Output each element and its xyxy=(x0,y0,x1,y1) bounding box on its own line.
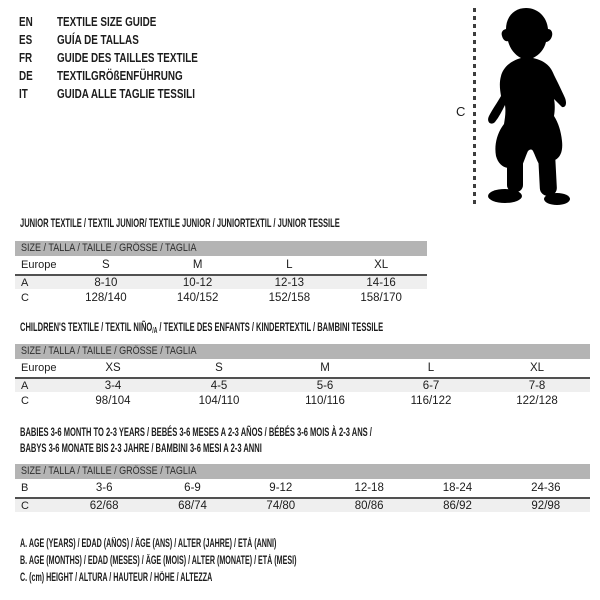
table-cell: 3-6 xyxy=(95,482,113,494)
children-heading-sub: /A xyxy=(152,326,158,335)
table-row xyxy=(15,274,427,289)
table-cell: 92/98 xyxy=(531,499,561,512)
table-cell: 128/140 xyxy=(85,292,127,304)
language-row xyxy=(19,48,198,66)
height-label: C xyxy=(456,104,466,119)
table-cell: 10-12 xyxy=(182,276,213,289)
babies-size-table xyxy=(15,464,590,512)
table-cell: 152/158 xyxy=(268,292,311,304)
table-cell: 7-8 xyxy=(528,379,546,392)
row-label: C xyxy=(21,395,29,407)
row-label: C xyxy=(21,499,29,512)
language-row xyxy=(19,30,198,48)
language-code: DE xyxy=(19,67,33,83)
table-cell: 18-24 xyxy=(442,482,473,494)
children-heading-post: / TEXTILE DES ENFANTS / KINDERTEXTIL / BAMBINI TESSILE xyxy=(157,320,384,334)
table-cell: 122/128 xyxy=(516,395,558,407)
table-cell: 4-5 xyxy=(210,379,228,392)
babies-heading-line2: BABYS 3-6 MONATE BIS 2-3 JAHRE / BAMBINI 3-6 MESI A 2-3 ANNI xyxy=(20,441,262,455)
table-row xyxy=(15,377,590,392)
table-row xyxy=(15,497,590,512)
table-cell: 12-18 xyxy=(354,482,384,494)
table-row xyxy=(15,289,427,307)
row-label: C xyxy=(21,292,29,304)
baby-silhouette-icon xyxy=(481,6,573,206)
junior-section-heading: JUNIOR TEXTILE / TEXTIL JUNIOR/ TEXTILE JUNIOR / JUNIORTEXTIL / JUNIOR TESSILE xyxy=(20,216,340,230)
table-row xyxy=(15,359,590,377)
language-code: IT xyxy=(19,85,28,101)
table-cell: 74/80 xyxy=(266,499,296,512)
table-cell: L xyxy=(427,362,435,374)
height-dashed-line xyxy=(473,8,476,208)
table-cell: 12-13 xyxy=(274,276,305,289)
table-cell: 14-16 xyxy=(366,276,396,289)
table-header xyxy=(15,464,590,479)
language-list xyxy=(19,12,254,102)
junior-size-table xyxy=(15,241,427,307)
babies-section-heading xyxy=(20,424,372,456)
language-code: FR xyxy=(19,49,33,65)
children-heading-pre: CHILDREN'S TEXTILE / TEXTIL NIÑO xyxy=(20,320,153,334)
table-cell: S xyxy=(215,362,223,374)
table-row xyxy=(15,479,590,497)
table-cell: 116/122 xyxy=(410,395,452,407)
language-row xyxy=(19,12,198,30)
language-title: GUÍA DE TALLAS xyxy=(57,31,139,47)
children-section-heading xyxy=(20,319,383,339)
table-cell: XL xyxy=(374,259,389,271)
table-cell: XL xyxy=(529,362,545,374)
table-cell: 6-7 xyxy=(422,379,440,392)
babies-heading-line1: BABIES 3-6 MONTH TO 2-3 YEARS / BEBÉS 3-6 MESES A 2-3 AÑOS / BÉBÉS 3-6 MOIS À 2-3 ANS / xyxy=(20,425,372,439)
table-cell: 80/86 xyxy=(354,499,384,512)
row-label: A xyxy=(21,276,29,289)
language-title: TEXTILE SIZE GUIDE xyxy=(57,13,157,29)
row-label: A xyxy=(21,379,29,392)
language-code: EN xyxy=(19,13,33,29)
language-row xyxy=(19,84,198,102)
language-title: TEXTILGRÖßENFÜHRUNG xyxy=(57,67,183,83)
legend-line-a: A. AGE (YEARS) / EDAD (AÑOS) / ÂGE (ANS) / ALTER (JAHRE) / ETÀ (ANNI) xyxy=(20,538,277,550)
table-cell: 5-6 xyxy=(316,379,334,392)
table-cell: 140/152 xyxy=(176,292,219,304)
legend-line-b: B. AGE (MONTHS) / EDAD (MESES) / ÂGE (MOIS) / ALTER (MONATE) / ETÀ (MESI) xyxy=(20,555,297,567)
table-cell: M xyxy=(192,259,203,271)
table-cell: 62/68 xyxy=(89,499,119,512)
table-row xyxy=(15,256,427,274)
row-label: Europe xyxy=(21,259,57,271)
table-cell: 98/104 xyxy=(95,395,131,407)
table-header-label: SIZE / TALLA / TAILLE / GRÖSSE / TAGLIA xyxy=(21,465,197,477)
table-cell: XS xyxy=(105,362,121,374)
legend xyxy=(20,536,466,587)
table-cell: S xyxy=(102,259,110,271)
table-cell: L xyxy=(286,259,293,271)
language-code: ES xyxy=(19,31,33,47)
table-cell: 104/110 xyxy=(198,395,240,407)
row-label: B xyxy=(21,482,29,494)
table-cell: 110/116 xyxy=(305,395,345,407)
table-cell: M xyxy=(320,362,330,374)
table-cell: 8-10 xyxy=(94,276,118,289)
language-title: GUIDE DES TAILLES TEXTILE xyxy=(57,49,198,65)
table-cell: 68/74 xyxy=(178,499,207,512)
table-cell: 86/92 xyxy=(443,499,472,512)
table-cell: 6-9 xyxy=(184,482,201,494)
table-header xyxy=(15,344,590,359)
table-cell: 24-36 xyxy=(531,482,561,494)
table-header-label: SIZE / TALLA / TAILLE / GRÖSSE / TAGLIA xyxy=(21,242,197,254)
row-label: Europe xyxy=(21,362,57,374)
table-header-label: SIZE / TALLA / TAILLE / GRÖSSE / TAGLIA xyxy=(21,345,197,357)
table-cell: 158/170 xyxy=(360,292,402,304)
table-cell: 3-4 xyxy=(104,379,122,392)
language-title: GUIDA ALLE TAGLIE TESSILI xyxy=(57,85,195,101)
table-row xyxy=(15,392,590,410)
language-row xyxy=(19,66,198,84)
table-header xyxy=(15,241,427,256)
table-cell: 9-12 xyxy=(269,482,293,494)
legend-line-c: C. (cm) HEIGHT / ALTURA / HAUTEUR / HÖHE / ALTEZZA xyxy=(20,572,213,584)
children-size-table xyxy=(15,344,590,410)
